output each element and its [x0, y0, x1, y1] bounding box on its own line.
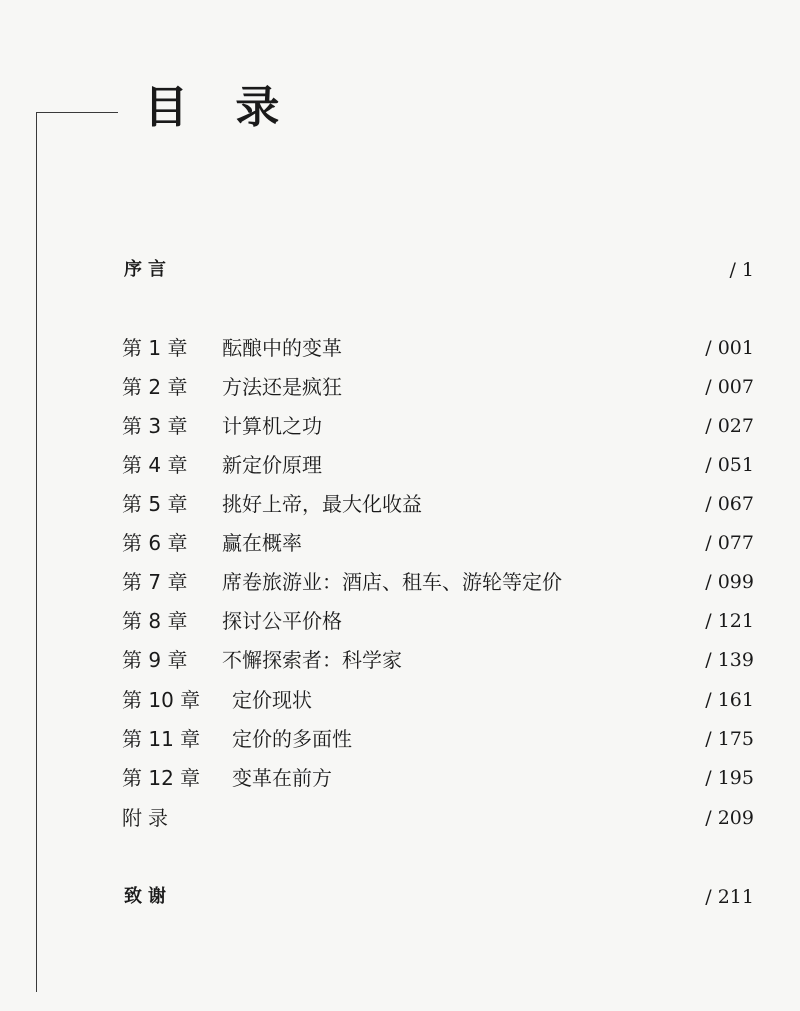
entry-page-number: / 051 — [705, 454, 754, 476]
toc-entry-chapter-6[interactable] — [0, 525, 800, 561]
toc-entry-appendix[interactable] — [0, 800, 800, 836]
entry-page-number: / 209 — [705, 807, 754, 829]
entry-page-number: / 001 — [705, 337, 754, 359]
chapter-number: 第 8 章 — [122, 609, 188, 633]
toc-entry-chapter-9[interactable] — [0, 642, 800, 678]
entry-page-number: / 139 — [705, 649, 754, 671]
entry-page-number: / 099 — [705, 571, 754, 593]
entry-page-number: / 121 — [705, 610, 754, 632]
chapter-title: 变革在前方 — [232, 766, 332, 790]
toc-entry-chapter-7[interactable] — [0, 564, 800, 600]
entry-page-number: / 007 — [705, 376, 754, 398]
toc-entry-chapter-4[interactable] — [0, 447, 800, 483]
chapter-title: 不懈探索者：科学家 — [222, 648, 402, 672]
entry-page-number: / 1 — [729, 259, 754, 281]
chapter-title: 赢在概率 — [222, 531, 302, 555]
chapter-title: 新定价原理 — [222, 453, 322, 477]
toc-entry-chapter-12[interactable] — [0, 760, 800, 796]
toc-entry-chapter-10[interactable] — [0, 682, 800, 718]
chapter-title: 定价现状 — [232, 688, 312, 712]
chapter-title: 方法还是疯狂 — [222, 375, 342, 399]
chapter-number: 第 9 章 — [122, 648, 188, 672]
toc-entry-chapter-3[interactable] — [0, 408, 800, 444]
toc-entry-chapter-2[interactable] — [0, 369, 800, 405]
chapter-number: 第 12 章 — [122, 766, 201, 790]
frame-top-rule — [36, 112, 118, 113]
toc-entry-chapter-11[interactable] — [0, 721, 800, 757]
chapter-title: 挑好上帝，最大化收益 — [222, 492, 422, 516]
chapter-number: 第 7 章 — [122, 570, 188, 594]
chapter-number: 第 3 章 — [122, 414, 188, 438]
entry-label: 致谢 — [124, 886, 172, 907]
chapter-title: 探讨公平价格 — [222, 609, 342, 633]
chapter-title: 席卷旅游业：酒店、租车、游轮等定价 — [222, 570, 562, 594]
chapter-title: 计算机之功 — [222, 414, 322, 438]
chapter-number: 第 4 章 — [122, 453, 188, 477]
entry-page-number: / 067 — [705, 493, 754, 515]
toc-entry-chapter-1[interactable] — [0, 330, 800, 366]
chapter-title: 定价的多面性 — [232, 727, 352, 751]
toc-entry-preface[interactable] — [0, 252, 800, 288]
chapter-number: 第 2 章 — [122, 375, 188, 399]
chapter-number: 第 10 章 — [122, 688, 201, 712]
chapter-number: 第 1 章 — [122, 336, 188, 360]
toc-entry-chapter-5[interactable] — [0, 486, 800, 522]
entry-page-number: / 027 — [705, 415, 754, 437]
toc-entry-chapter-8[interactable] — [0, 603, 800, 639]
entry-page-number: / 161 — [705, 689, 754, 711]
chapter-number: 第 5 章 — [122, 492, 188, 516]
entry-page-number: / 077 — [705, 532, 754, 554]
entry-label: 序言 — [124, 259, 172, 280]
chapter-title: 酝酿中的变革 — [222, 336, 342, 360]
toc-entry-acknowledgements[interactable] — [0, 879, 800, 915]
entry-page-number: / 195 — [705, 767, 754, 789]
entry-page-number: / 175 — [705, 728, 754, 750]
page-title: 目 录 — [144, 82, 296, 133]
chapter-number: 第 6 章 — [122, 531, 188, 555]
chapter-number: 第 11 章 — [122, 727, 201, 751]
entry-label: 附录 — [122, 806, 174, 830]
entry-page-number: / 211 — [705, 886, 754, 908]
